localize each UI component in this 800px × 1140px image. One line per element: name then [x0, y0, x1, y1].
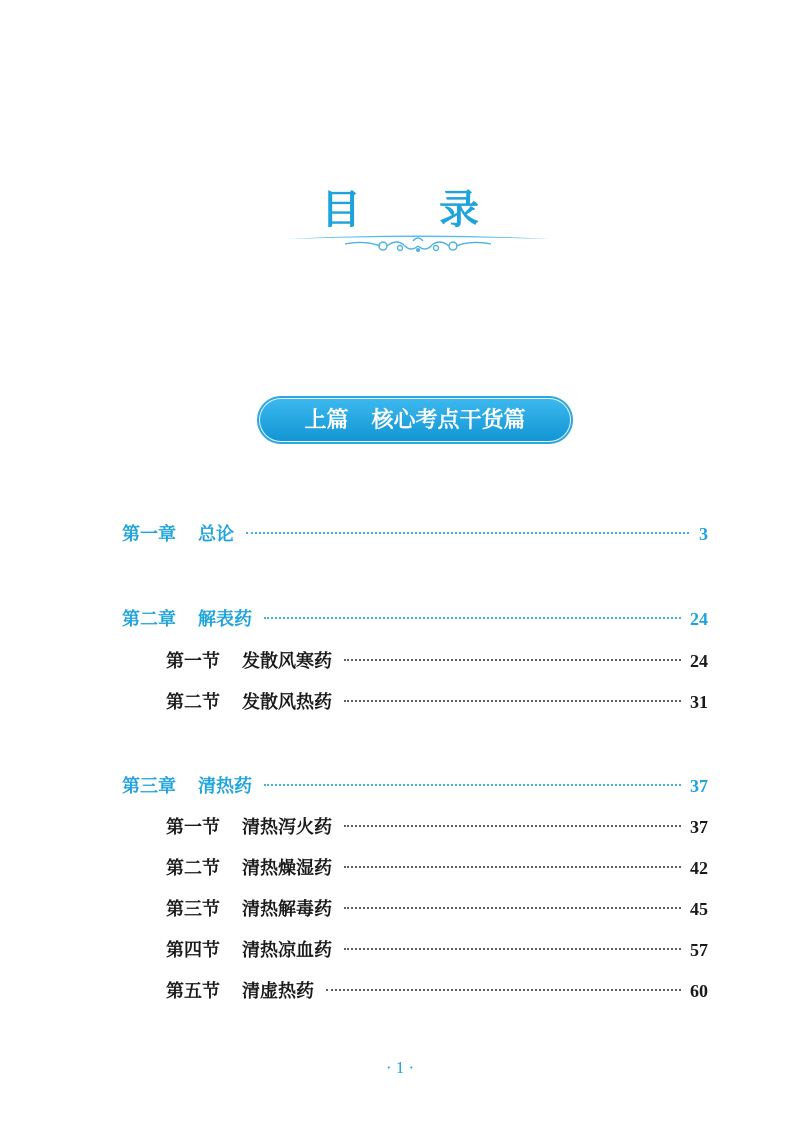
dot-leader [344, 825, 681, 827]
dot-leader [326, 989, 681, 991]
dot-leader [344, 907, 681, 909]
part-label: 上篇 [304, 407, 349, 433]
toc-section-name: 清热泻火药 [242, 817, 332, 838]
toc-page-number: 37 [690, 817, 708, 837]
dot-leader [264, 784, 681, 786]
part-banner [260, 399, 570, 441]
dot-leader [344, 659, 681, 661]
toc-page-number: 57 [690, 940, 708, 960]
toc-page-number: 42 [690, 858, 708, 878]
toc-chapter-name: 总论 [198, 524, 234, 545]
toc-section-number: 第一节 [166, 651, 220, 672]
toc-section[interactable] [166, 688, 708, 718]
toc-section-number: 第二节 [166, 692, 220, 713]
toc-chapter-name: 解表药 [198, 609, 252, 630]
dot-leader [246, 532, 689, 534]
toc-section-number: 第四节 [166, 940, 220, 961]
toc-section-number: 第一节 [166, 817, 220, 838]
toc-section-name: 清热燥湿药 [242, 858, 332, 879]
toc-page-number: 60 [690, 981, 708, 1001]
toc-section[interactable] [166, 895, 708, 925]
toc-chapter-1[interactable] [122, 520, 708, 550]
toc-section[interactable] [166, 977, 708, 1007]
dot-leader [344, 866, 681, 868]
toc-section-number: 第二节 [166, 858, 220, 879]
toc-page-number: 24 [690, 651, 708, 671]
toc-chapter-3[interactable] [122, 772, 708, 802]
toc-section-name: 发散风寒药 [242, 651, 332, 672]
toc-section-name: 清虚热药 [242, 981, 314, 1002]
toc-page-number: 31 [690, 692, 708, 712]
toc-page-number: 37 [690, 776, 708, 796]
toc-section-name: 发散风热药 [242, 692, 332, 713]
toc-page-number: 24 [690, 609, 708, 629]
dot-leader [344, 700, 681, 702]
toc-section-number: 第三节 [166, 899, 220, 920]
part-name: 核心考点干货篇 [371, 407, 526, 433]
toc-section[interactable] [166, 854, 708, 884]
toc-section[interactable] [166, 936, 708, 966]
toc-section-name: 清热凉血药 [242, 940, 332, 961]
decorative-ornament-divider [285, 230, 551, 256]
dot-leader [344, 948, 681, 950]
page-title: 目 录 [321, 186, 511, 233]
toc-chapter-number: 第三章 [122, 776, 176, 797]
dot-leader [264, 617, 681, 619]
toc-page-number: 45 [690, 899, 708, 919]
toc-section[interactable] [166, 813, 708, 843]
toc-chapter-name: 清热药 [198, 776, 252, 797]
toc-section-number: 第五节 [166, 981, 220, 1002]
toc-section-name: 清热解毒药 [242, 899, 332, 920]
page-footer-number: · 1 · [385, 1058, 415, 1077]
toc-section[interactable] [166, 647, 708, 677]
toc-page-number: 3 [699, 524, 708, 544]
toc-chapter-number: 第一章 [122, 524, 176, 545]
toc-chapter-number: 第二章 [122, 609, 176, 630]
toc-chapter-2[interactable] [122, 605, 708, 635]
